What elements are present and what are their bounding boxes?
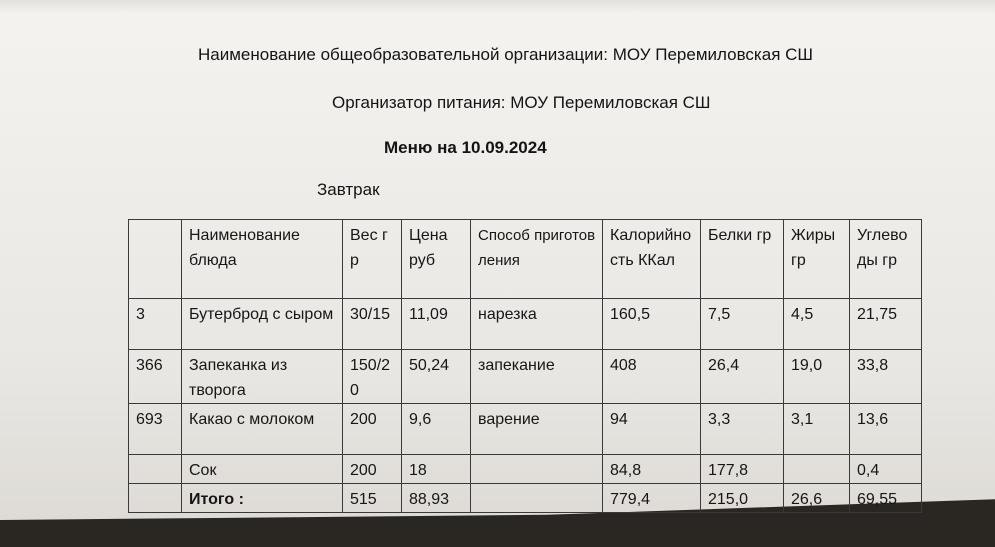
total-cooking-method <box>471 484 603 513</box>
table-row <box>129 455 922 484</box>
cell-fat: 19,0 <box>784 350 850 404</box>
cell-calories: 160,5 <box>603 299 701 350</box>
menu-date-heading: Меню на 10.09.2024 <box>384 138 547 157</box>
cell-code <box>129 484 182 513</box>
cell-price: 18 <box>402 455 471 484</box>
cell-dish-name: Сок <box>182 455 343 484</box>
organization-line: Наименование общеобразовательной организации: МОУ Перемиловская СШ <box>198 45 813 64</box>
cell-fat <box>784 455 850 484</box>
header-fat: Жиры гр <box>784 220 850 299</box>
cell-cooking-method: варение <box>471 404 603 455</box>
table-row <box>129 404 922 455</box>
cell-protein: 3,3 <box>701 404 784 455</box>
cell-protein: 26,4 <box>701 350 784 404</box>
header-carbs: Углеводы гр <box>850 220 922 299</box>
cell-dish-name: Бутерброд с сыром <box>182 299 343 350</box>
cell-weight: 200 <box>343 455 402 484</box>
cell-code: 693 <box>129 404 182 455</box>
cell-dish-name: Запеканка из творога <box>182 350 343 404</box>
total-label: Итого : <box>182 484 343 513</box>
cell-code: 366 <box>129 350 182 404</box>
meal-label: Завтрак <box>317 180 380 199</box>
cell-calories: 94 <box>603 404 701 455</box>
cell-price: 50,24 <box>402 350 471 404</box>
cell-calories: 84,8 <box>603 455 701 484</box>
header-dish-name: Наименование блюда <box>182 220 343 299</box>
cell-fat: 3,1 <box>784 404 850 455</box>
caterer-line: Организатор питания: МОУ Перемиловская СШ <box>332 93 711 112</box>
total-calories: 779,4 <box>603 484 701 513</box>
cell-cooking-method: запекание <box>471 350 603 404</box>
cell-cooking-method: нарезка <box>471 299 603 350</box>
menu-table <box>128 219 922 513</box>
header-protein: Белки гр <box>701 220 784 299</box>
cell-fat: 4,5 <box>784 299 850 350</box>
cell-weight: 150/20 <box>343 350 402 404</box>
header-calories: Калорийность ККал <box>603 220 701 299</box>
header-weight: Вес гр <box>343 220 402 299</box>
cell-carbs: 33,8 <box>850 350 922 404</box>
total-fat: 26,6 <box>784 484 850 513</box>
header-code <box>129 220 182 299</box>
cell-dish-name: Какао с молоком <box>182 404 343 455</box>
cell-calories: 408 <box>603 350 701 404</box>
total-row <box>129 484 922 513</box>
total-weight: 515 <box>343 484 402 513</box>
cell-weight: 30/15 <box>343 299 402 350</box>
total-carbs: 69,55 <box>850 484 922 513</box>
total-protein: 215,0 <box>701 484 784 513</box>
cell-carbs: 13,6 <box>850 404 922 455</box>
cell-price: 9,6 <box>402 404 471 455</box>
table-header-row <box>129 220 922 299</box>
cell-code <box>129 455 182 484</box>
cell-code: 3 <box>129 299 182 350</box>
table-row <box>129 299 922 350</box>
paper-shadow <box>0 0 995 14</box>
cell-protein: 177,8 <box>701 455 784 484</box>
cell-price: 11,09 <box>402 299 471 350</box>
total-price: 88,93 <box>402 484 471 513</box>
header-price: Цена руб <box>402 220 471 299</box>
cell-weight: 200 <box>343 404 402 455</box>
cell-carbs: 21,75 <box>850 299 922 350</box>
cell-cooking-method <box>471 455 603 484</box>
table-row <box>129 350 922 404</box>
cell-carbs: 0,4 <box>850 455 922 484</box>
header-cooking-method: Способ приготовления <box>471 220 603 299</box>
cell-protein: 7,5 <box>701 299 784 350</box>
